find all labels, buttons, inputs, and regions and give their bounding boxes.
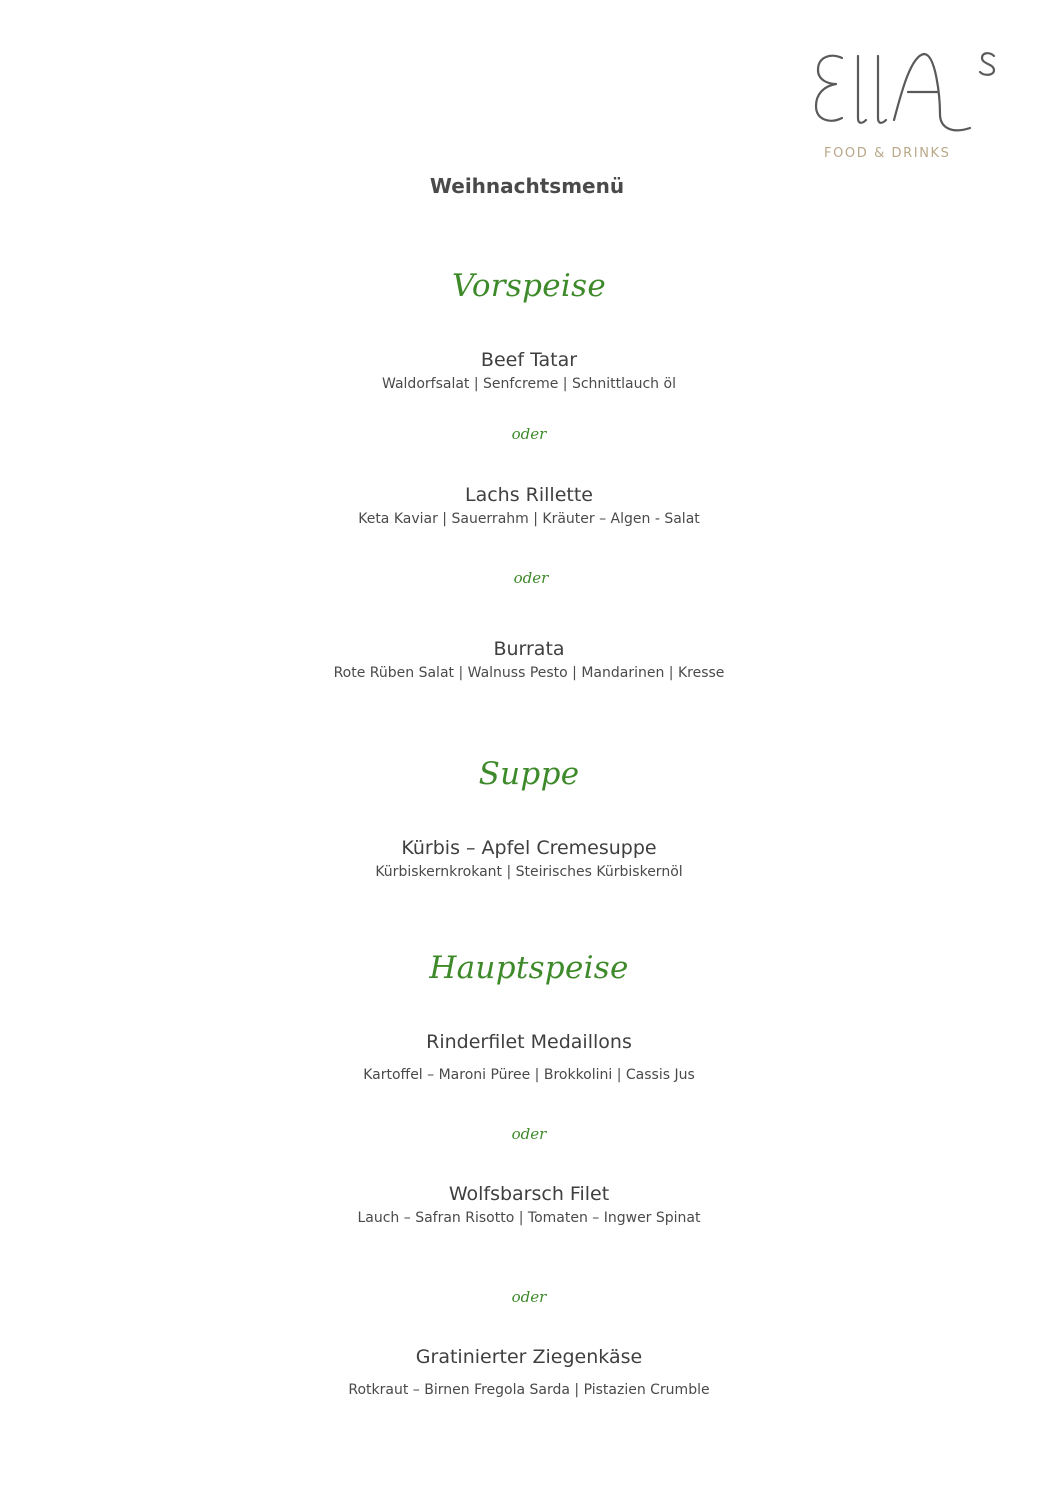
- oder-separator: oder: [511, 1125, 547, 1143]
- dish-name: Burrata: [493, 638, 565, 660]
- dish-description: Rotkraut – Birnen Fregola Sarda | Pistazien Crumble: [348, 1382, 710, 1398]
- section-heading-hauptspeise: Hauptspeise: [429, 950, 629, 986]
- oder-separator: oder: [511, 1288, 547, 1306]
- dish-description: Keta Kaviar | Sauerrahm | Kräuter – Algen - Salat: [358, 511, 700, 527]
- section-heading-suppe: Suppe: [478, 756, 580, 792]
- dish-name: Rinderfilet Medaillons: [426, 1031, 632, 1053]
- dish-description: Kürbiskernkrokant | Steirisches Kürbiskernöl: [375, 864, 683, 880]
- dish-name: Kürbis – Apfel Cremesuppe: [401, 837, 657, 859]
- dish-description: Kartoffel – Maroni Püree | Brokkolini | Cassis Jus: [363, 1067, 695, 1083]
- dish-name: Wolfsbarsch Filet: [448, 1183, 610, 1205]
- page-title: Weihnachtsmenü: [429, 174, 625, 198]
- section-heading-vorspeise: Vorspeise: [452, 268, 606, 304]
- dish-name: Beef Tatar: [480, 349, 578, 371]
- dish-name: Gratinierter Ziegenkäse: [415, 1346, 643, 1368]
- ellas-wordmark-icon: [812, 48, 1002, 143]
- dish-name: Lachs Rillette: [465, 484, 593, 506]
- dish-description: Rote Rüben Salat | Walnuss Pesto | Mandarinen | Kresse: [333, 665, 725, 681]
- dish-description: Lauch – Safran Risotto | Tomaten – Ingwer Spinat: [357, 1210, 701, 1226]
- dish-description: Waldorfsalat | Senfcreme | Schnittlauch öl: [382, 376, 676, 392]
- logo-subtitle: FOOD & DRINKS: [824, 146, 951, 161]
- oder-separator: oder: [513, 569, 549, 587]
- oder-separator: oder: [511, 425, 547, 443]
- ellas-logo: [812, 48, 1002, 168]
